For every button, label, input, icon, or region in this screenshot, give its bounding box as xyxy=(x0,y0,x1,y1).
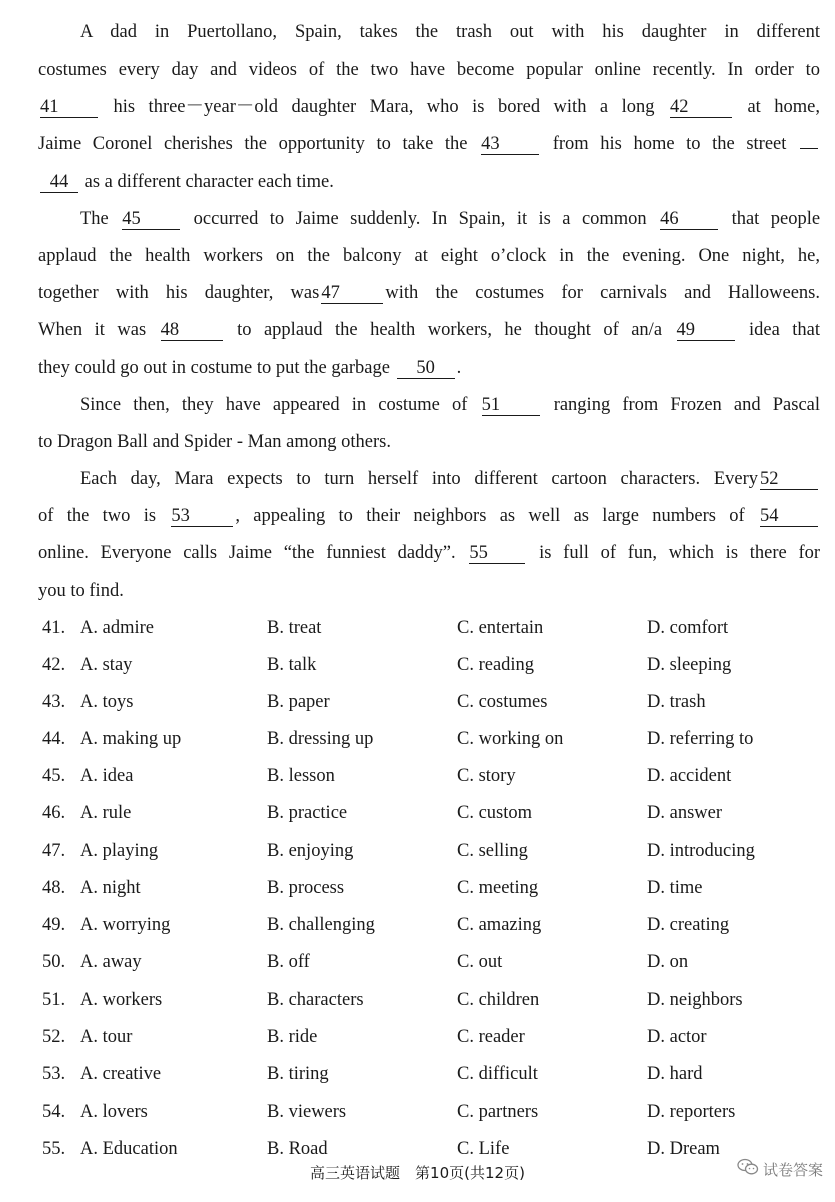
option-b: B. challenging xyxy=(267,915,375,935)
blank-54: 54 xyxy=(760,506,818,527)
question-43-number: 43. xyxy=(42,692,66,712)
passage-line: A dad in Puertollano, Spain, takes the trash out with his daughter in different xyxy=(80,22,820,42)
option-b: B. process xyxy=(267,878,345,898)
blank-45: 45 xyxy=(122,209,180,230)
question-53-number: 53. xyxy=(42,1064,66,1084)
option-c: C. costumes xyxy=(457,692,548,712)
blank-44: 44 xyxy=(40,172,78,193)
option-c: C. difficult xyxy=(457,1064,538,1084)
blank-48: 48 xyxy=(161,320,223,341)
option-d: D. Dream xyxy=(647,1139,720,1159)
option-d: D. reporters xyxy=(647,1102,736,1122)
option-c: C. amazing xyxy=(457,915,542,935)
option-a: A. lovers xyxy=(80,1102,148,1122)
option-d: D. answer xyxy=(647,803,723,823)
option-a: A. toys xyxy=(80,692,134,712)
option-b: B. characters xyxy=(267,990,364,1010)
passage-line: you to find. xyxy=(38,581,124,601)
option-c: C. partners xyxy=(457,1102,539,1122)
question-42-number: 42. xyxy=(42,655,66,675)
blank-52: 52 xyxy=(760,469,818,490)
option-a: A. making up xyxy=(80,729,182,749)
question-49-number: 49. xyxy=(42,915,66,935)
passage-line: 41 his three－year－old daughter Mara, who is bored with a long 42 at home, xyxy=(40,97,821,117)
blank-42: 42 xyxy=(670,97,732,118)
option-d: D. referring to xyxy=(647,729,754,749)
option-b: B. tiring xyxy=(267,1064,329,1084)
option-d: D. time xyxy=(647,878,703,898)
blank-41: 41 xyxy=(40,97,98,118)
option-b: B. enjoying xyxy=(267,841,354,861)
option-a: A. workers xyxy=(80,990,163,1010)
option-a: A. creative xyxy=(80,1064,162,1084)
blank-43: 43 xyxy=(481,134,539,155)
option-a: A. rule xyxy=(80,803,132,823)
option-a: A. idea xyxy=(80,766,134,786)
option-d: D. trash xyxy=(647,692,706,712)
passage-line: Each day, Mara expects to turn herself into different cartoon characters. Every 52 xyxy=(80,467,820,491)
option-b: B. off xyxy=(267,952,310,972)
option-b: B. ride xyxy=(267,1027,318,1047)
option-c: C. meeting xyxy=(457,878,539,898)
passage-line: The 45 occurred to Jaime suddenly. In Spain, it is a common 46 that people xyxy=(80,209,821,229)
question-48-number: 48. xyxy=(42,878,66,898)
wechat-icon xyxy=(737,1158,759,1180)
option-c: C. working on xyxy=(457,729,564,749)
watermark xyxy=(737,1158,823,1180)
watermark-text: 试卷答案 xyxy=(762,1160,823,1179)
option-b: B. practice xyxy=(267,803,348,823)
option-a: A. night xyxy=(80,878,141,898)
passage-line: costumes every day and videos of the two have become popular online recently. In order to xyxy=(38,60,820,80)
option-b: B. treat xyxy=(267,618,322,638)
option-a: A. worrying xyxy=(80,915,171,935)
option-a: A. Education xyxy=(80,1139,178,1159)
blank-49: 49 xyxy=(677,320,735,341)
page-footer: 高三英语试题 第10页(共12页) xyxy=(310,1164,525,1182)
option-a: A. tour xyxy=(80,1027,133,1047)
option-b: B. Road xyxy=(267,1139,328,1159)
option-d: D. sleeping xyxy=(647,655,732,675)
blank-44-start xyxy=(800,148,818,149)
question-44-number: 44. xyxy=(42,729,66,749)
option-b: B. viewers xyxy=(267,1102,347,1122)
option-b: B. paper xyxy=(267,692,330,712)
option-d: D. introducing xyxy=(647,841,755,861)
option-a: A. admire xyxy=(80,618,154,638)
option-d: D. on xyxy=(647,952,689,972)
option-c: C. reader xyxy=(457,1027,525,1047)
question-46-number: 46. xyxy=(42,803,66,823)
option-d: D. neighbors xyxy=(647,990,743,1010)
option-c: C. story xyxy=(457,766,516,786)
option-d: D. hard xyxy=(647,1064,703,1084)
option-d: D. comfort xyxy=(647,618,729,638)
option-d: D. creating xyxy=(647,915,730,935)
option-d: D. actor xyxy=(647,1027,707,1047)
question-52-number: 52. xyxy=(42,1027,66,1047)
blank-53: 53 xyxy=(171,506,233,527)
question-54-number: 54. xyxy=(42,1102,66,1122)
question-51-number: 51. xyxy=(42,990,66,1010)
question-50-number: 50. xyxy=(42,952,66,972)
option-c: C. entertain xyxy=(457,618,544,638)
blank-55: 55 xyxy=(469,543,525,564)
passage-line: together with his daughter, was 47 with the costumes for carnivals and Halloweens. xyxy=(38,283,820,303)
passage-line: they could go out in costume to put the garbage 50 . xyxy=(38,358,462,378)
option-c: C. Life xyxy=(457,1139,510,1159)
option-a: A. stay xyxy=(80,655,133,675)
passage-line: Jaime Coronel cherishes the opportunity to take the 43 from his home to the street xyxy=(38,132,820,156)
option-c: C. custom xyxy=(457,803,533,823)
question-41-number: 41. xyxy=(42,618,66,638)
blank-50: 50 xyxy=(397,358,455,379)
option-c: C. selling xyxy=(457,841,528,861)
blank-46: 46 xyxy=(660,209,718,230)
passage-line: online. Everyone calls Jaime “the funniest daddy”. 55 is full of fun, which is there for xyxy=(38,543,821,563)
option-c: C. out xyxy=(457,952,503,972)
option-a: A. away xyxy=(80,952,142,972)
passage-line: applaud the health workers on the balcony at eight o’clock in the evening. One night, he, xyxy=(38,246,820,266)
option-d: D. accident xyxy=(647,766,732,786)
passage-line: 44 as a different character each time. xyxy=(38,170,820,194)
option-b: B. lesson xyxy=(267,766,335,786)
question-45-number: 45. xyxy=(42,766,66,786)
passage-line: of the two is 53 , appealing to their neighbors as well as large numbers of 54 xyxy=(38,504,820,528)
blank-47: 47 xyxy=(321,283,383,304)
option-a: A. playing xyxy=(80,841,159,861)
option-b: B. dressing up xyxy=(267,729,374,749)
option-c: C. reading xyxy=(457,655,535,675)
question-47-number: 47. xyxy=(42,841,66,861)
option-b: B. talk xyxy=(267,655,317,675)
blank-51: 51 xyxy=(482,395,540,416)
passage-line: to Dragon Ball and Spider - Man among others. xyxy=(38,432,391,452)
question-55-number: 55. xyxy=(42,1139,66,1159)
passage-line: When it was 48 to applaud the health workers, he thought of an/a 49 idea that xyxy=(38,320,821,340)
option-c: C. children xyxy=(457,990,540,1010)
passage-line: Since then, they have appeared in costume of 51 ranging from Frozen and Pascal xyxy=(80,395,821,415)
